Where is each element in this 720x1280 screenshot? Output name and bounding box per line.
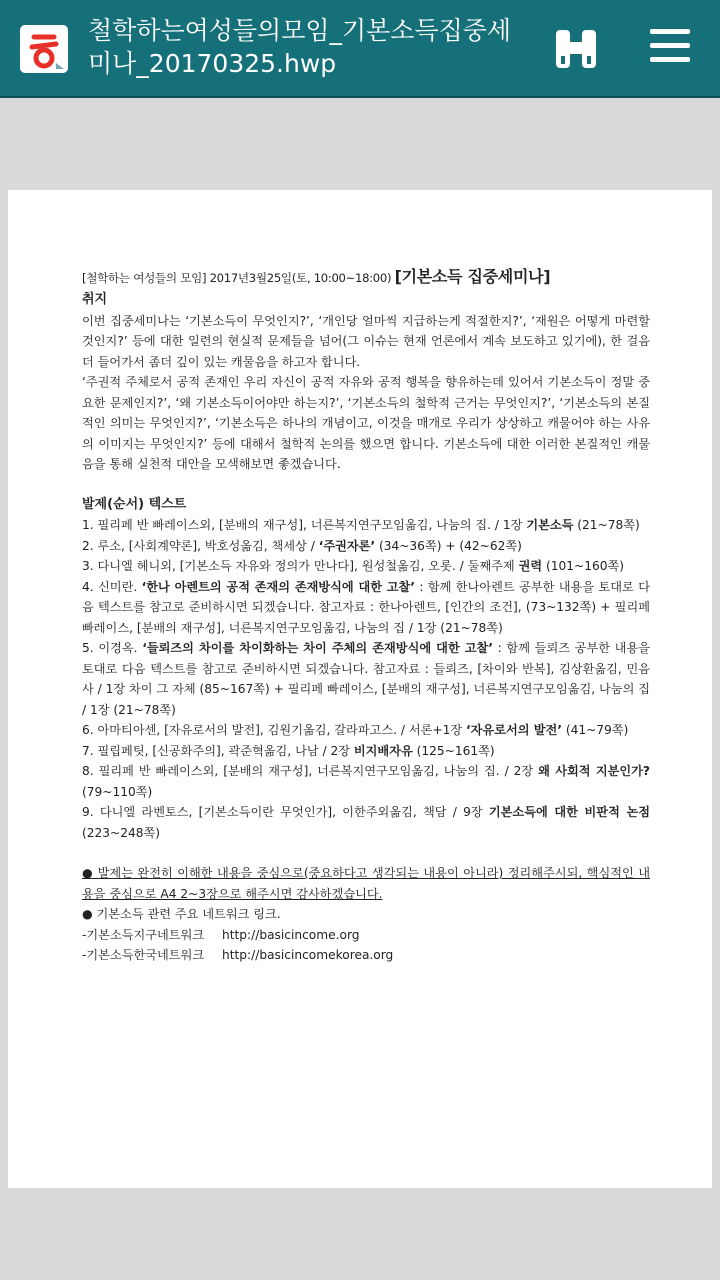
text-item-5: 5. 이경옥. ‘들뢰즈의 차이를 차이화하는 차이 주체의 존재방식에 대한 고찰’ : 함께 들뢰즈 공부한 내용을 토대로 다음 텍스트를 참고로 준비하시면 되겠습니다. 참고자료 : 들뢰즈, [차이와 반복], 김상환옮김, 민음사 / 1장 차이 그 자체 (85~167쪽) + 필리페 빠레이스, [분배의 재구성], 너른복지연구모임옮김, 나눔의 집 / 1장 (21~78쪽) xyxy=(82,641,650,717)
document-body xyxy=(82,265,650,966)
document-page[interactable] xyxy=(8,190,712,1188)
text-item-4: 4. 신미란. ‘한나 아렌트의 공적 존재의 존재방식에 대한 고찰’ : 함께 한나아렌트 공부한 내용을 토대로 다음 텍스트를 참고로 준비하시면 되겠습니다. 참고자료 : 한나아렌트, [인간의 조건], (73~132쪽) + 필리페 빠레이스, [분배의 재구성], 너른복지연구모임옮김, 나눔의 집 / 1장 (21~78쪽) xyxy=(82,579,650,635)
doc-header-title: [기본소득 집중세미나] xyxy=(394,267,551,286)
doc-header xyxy=(82,265,650,290)
text-item-9: 9. 다니엘 라벤토스, [기본소득이란 무엇인가], 이한주외옮김, 책담 / 9장 기본소득에 대한 비판적 논점 (223~248쪽) xyxy=(82,805,650,840)
link-url-global[interactable]: http://basicincome.org xyxy=(222,927,360,942)
text-item-7: 7. 필립페팃, [신공화주의], 곽준혁옮김, 나남 / 2장 비지배자유 (125~161쪽) xyxy=(82,743,495,758)
app-bar xyxy=(0,0,720,98)
link-label-korea: -기본소득한국네트워크 xyxy=(82,948,205,962)
hamburger-menu-icon[interactable] xyxy=(648,26,692,66)
text-item-8: 8. 필리페 반 빠레이스외, [분배의 재구성], 너른복지연구모임옮김, 나눔의 집. / 2장 왜 사회적 지분인가? (79~110쪽) xyxy=(82,764,650,799)
texts-title: 발제(순서) 텍스트 xyxy=(82,496,187,512)
binoculars-icon[interactable] xyxy=(552,26,600,72)
link-row-global xyxy=(82,925,650,946)
hancom-viewer-logo-icon[interactable] xyxy=(20,25,68,73)
text-item-3: 3. 다니엘 헤니외, [기본소득 자유와 정의가 만나다], 원성철옮김, 오롯. / 둘째주제 권력 (101~160쪽) xyxy=(82,559,625,573)
link-url-korea[interactable]: http://basicincomekorea.org xyxy=(222,948,394,962)
text-item-2: 2. 루소, [사회계약론], 박호성옮김, 책세상 / ‘주권자론’ (34~36쪽) + (42~62쪽) xyxy=(82,538,522,553)
text-item-6: 6. 아마티아센, [자유로서의 발전], 김원기옮김, 갈라파고스. / 서론+1장 ‘자유로서의 발전’ (41~79쪽) xyxy=(82,723,629,737)
document-title: 철학하는여성들의모임_기본소득집중세미나_20170325.hwp xyxy=(88,16,512,78)
note-links: ● 기본소득 관련 주요 네트워크 링크. xyxy=(82,907,281,921)
link-label-global: -기본소득지구네트워크 xyxy=(82,927,205,942)
doc-header-info: [철학하는 여성들의 모임] 2017년3월25일(토, 10:00~18:00) xyxy=(82,271,392,285)
note-presentation: ● 발제는 완전히 이해한 내용을 중심으로(중요하다고 생각되는 내용이 아니라) 정리해주시되, 핵심적인 내용을 중심으로 A4 2~3장으로 해주시면 감사하겠습니다. xyxy=(82,866,650,901)
purpose-title: 취지 xyxy=(82,292,108,307)
link-row-korea xyxy=(82,945,650,966)
text-item-1: 1. 필리페 반 빠레이스외, [분배의 재구성], 너른복지연구모임옮김, 나눔의 집. / 1장 기본소득 (21~78쪽) xyxy=(82,518,640,532)
purpose-paragraph-1: 이번 집중세미나는 ‘기본소득이 무엇인지?’, ‘개인당 얼마씩 지급하는게 적절한지?’, ‘재원은 어떻게 마련할 것인지?’ 등에 대한 일련의 현실적 문제들을 넘어(그 이슈는 현재 언론에서 계속 보도하고 있기에), 한 걸음 더 들어가서 좀더 깊이 있는 캐물음을 하고자 합니다. xyxy=(82,313,650,369)
purpose-paragraph-2: ‘주권적 주체로서 공적 존재인 우리 자신이 공적 자유와 공적 행복을 향유하는데 있어서 기본소득이 정말 중요한 문제인지?’, ‘왜 기본소득이어야만 하는지?’, ‘기본소득의 철학적 근거는 무엇인지?’, ‘기본소득의 본질적인 의미는 무엇인지?’, ‘기본소득은 하나의 개념이고, 이것을 매개로 우리가 상상하고 캐물어야 하는 사유의 이미지는 무엇인지?’ 등에 대해서 철학적 논의를 했으면 합니다. 기본소득에 대한 이러한 본질적인 캐물음을 통해 실천적 대안을 모색해보면 좋겠습니다. xyxy=(82,375,650,471)
